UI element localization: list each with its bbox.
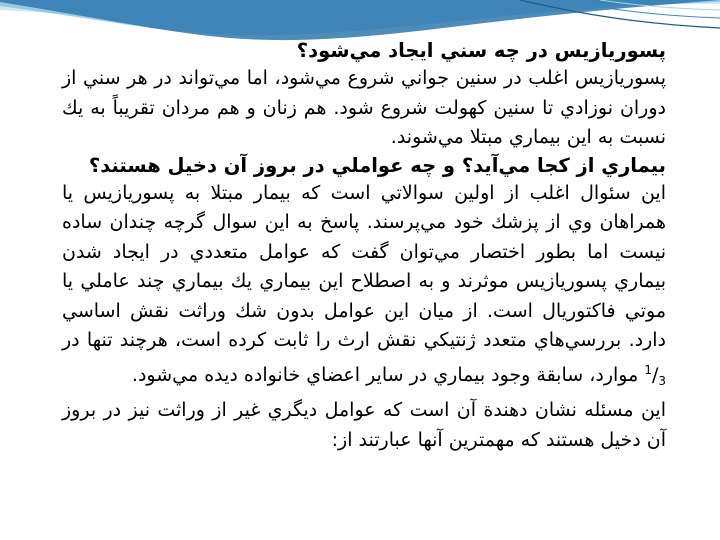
paragraph-other-factors: اين مسئله نشان دهندة آن است كه عوامل ديگري غير از وراثت نيز در بروز آن دخيل هستند كه مهمترين آنها عبارتند از: bbox=[62, 399, 666, 451]
paragraph-causes-tail: موارد، سابقة وجود بيماري در ساير اعضاي خانواده ديده مي‌شود. bbox=[131, 363, 645, 386]
paragraph-causes bbox=[62, 179, 666, 397]
heading-causes: بيماري از كجا مي‌آيد؟ و چه عواملي در بروز آن دخيل هستند؟ bbox=[88, 153, 666, 177]
paragraph-onset: پسوريازيس اغلب در سنين جواني شروع مي‌شود، اما مي‌تواند در هر سني از دوران نوزادي تا سنين كهولت شروع شود. هم زنان و هم مردان تقريباً به يك نسبت به اين بيماري مبتلا مي‌شوند. bbox=[62, 67, 666, 148]
slide-body bbox=[62, 38, 666, 455]
paragraph-causes-text: اين سئوال اغلب از اولين سوالاتي است كه بيمار مبتلا به پسوريازيس يا همراهان وي از پزشك خود مي‌پرسند. پاسخ به اين سوال گرچه چندان ساده نيست اما بطور اختصار مي‌توان گفت كه عوامل متعددي در ايجاد شدن بيماري پسوريازيس موثرند و به اصطلاح اين بيماري يك بيماري چند عاملي يا موتي فاكتوريال است. از ميان اين عوامل بدون شك وراثت نقش اساسي دارد. بررسي‌هاي متعدد ژنتيكي نقش ارث را ثابت كرده است، هرچند تنها در bbox=[62, 181, 666, 351]
fraction-numerator: 1 bbox=[644, 362, 652, 377]
fraction-one-third bbox=[644, 364, 666, 386]
fraction-denominator: 3 bbox=[658, 373, 666, 388]
fraction-slash: / bbox=[651, 363, 659, 386]
wave-dark-band bbox=[0, 0, 720, 40]
heading-onset-age: پسوريازيس در چه سني ايجاد مي‌شود؟ bbox=[296, 39, 666, 62]
